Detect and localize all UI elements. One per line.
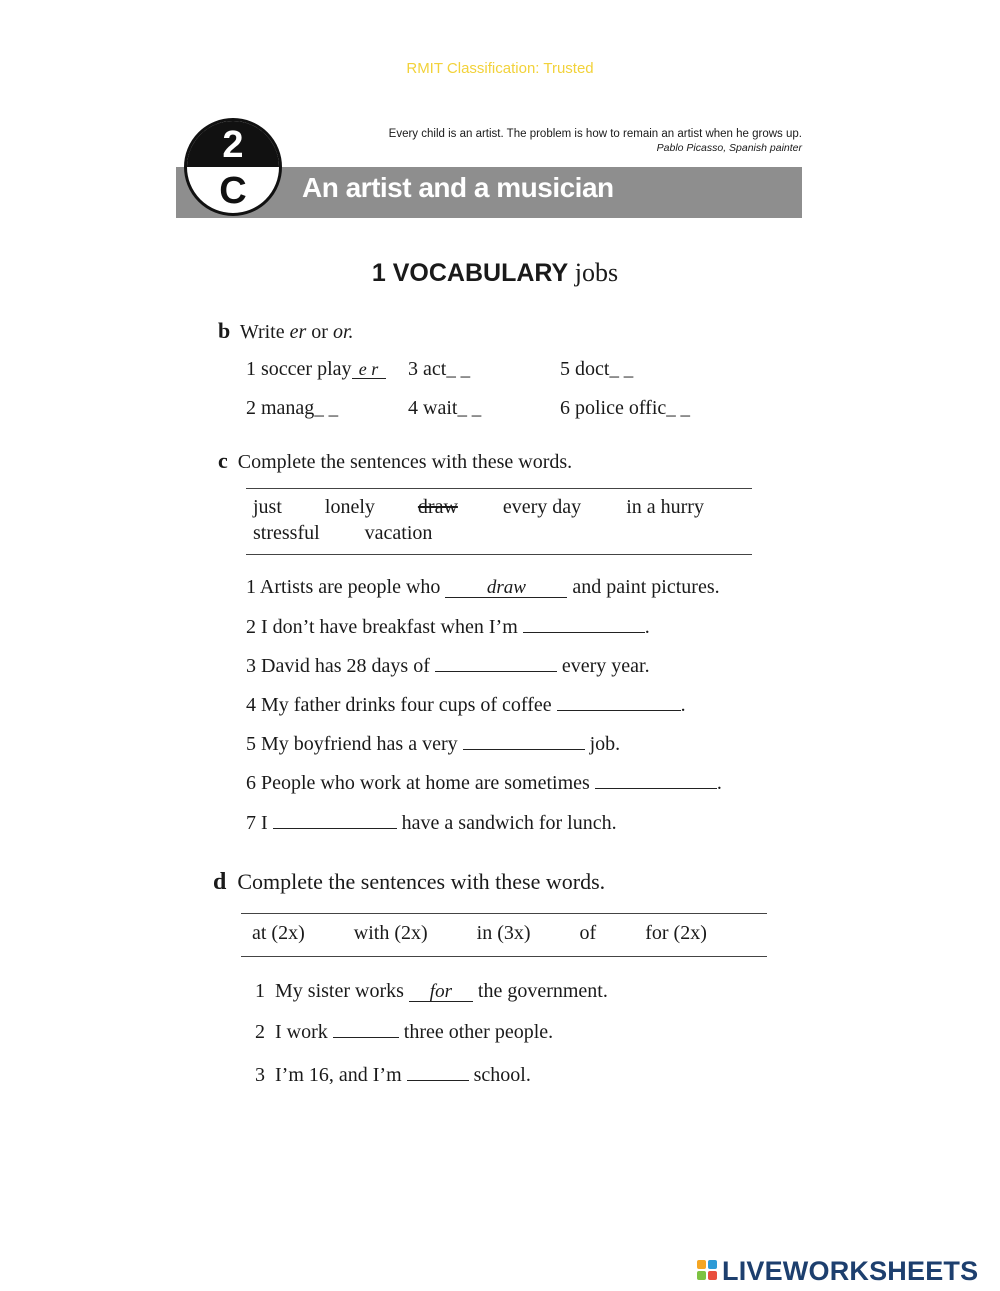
word-bank-item: stressful [253, 522, 320, 544]
part-d-letter: d [213, 869, 227, 895]
item-text: soccer play [261, 358, 352, 380]
quote [389, 128, 802, 154]
word-bank-item: in a hurry [626, 496, 704, 518]
item-number: 1 [246, 576, 256, 598]
item-number: 5 [560, 358, 570, 380]
sentence-text: . [644, 616, 650, 638]
answer-field[interactable]: for [409, 983, 473, 1002]
instruction-text: Complete the sentences with these words. [237, 451, 573, 473]
answer-field[interactable] [435, 655, 557, 672]
word-bank-item: in (3x) [476, 922, 531, 944]
word-bank-item: of [579, 922, 597, 944]
item-text: doct [575, 358, 610, 380]
sentence-text: My father drinks four cups of coffee [261, 694, 552, 716]
logo-text: LIVEWORKSHEETS [722, 1256, 979, 1286]
classification-label: RMIT Classification: Trusted [406, 60, 594, 77]
sentence-text: school. [473, 1064, 531, 1086]
lesson-letter: C [219, 170, 247, 212]
part-c-sentence-7 [246, 812, 617, 835]
sentence-text: . [680, 694, 686, 716]
word-bank-item: for (2x) [645, 922, 707, 944]
answer-field[interactable]: _ _ [609, 359, 634, 380]
lesson-title: An artist and a musician [302, 172, 614, 203]
answer-field[interactable]: _ _ [457, 398, 482, 419]
part-b-item-2 [246, 397, 338, 420]
part-c-sentence-2 [246, 616, 650, 639]
instruction-text: Write [239, 321, 290, 343]
item-number: 1 [255, 980, 265, 1002]
item-number: 6 [560, 397, 570, 419]
instruction-er: er [289, 321, 307, 343]
answer-field[interactable] [595, 772, 717, 789]
item-text: act [423, 358, 447, 380]
item-number: 4 [408, 397, 418, 419]
item-number: 6 [246, 772, 256, 794]
part-d-sentence-1 [255, 980, 608, 1003]
part-b-instruction [218, 318, 354, 344]
part-b-item-1 [246, 358, 386, 381]
sentence-text: My boyfriend has a very [261, 733, 458, 755]
quote-text: Every child is an artist. The problem is how to remain an artist when he grows up. [388, 128, 802, 140]
part-c-sentence-5 [246, 733, 620, 756]
item-number: 3 [246, 655, 256, 677]
lesson-badge [184, 118, 282, 216]
item-number: 2 [246, 616, 256, 638]
sentence-text: job. [589, 733, 621, 755]
word-bank-item-used: draw [417, 496, 458, 518]
part-d-sentence-2 [255, 1021, 553, 1044]
section-title [0, 258, 990, 288]
instruction-text: or [306, 321, 333, 343]
section-title-rest: jobs [574, 258, 619, 287]
answer-field[interactable]: _ _ [666, 398, 691, 419]
part-b-item-4 [408, 397, 481, 420]
answer-field[interactable] [463, 733, 585, 750]
sentence-text: . [716, 772, 722, 794]
lesson-number: 2 [222, 124, 244, 166]
item-number: 4 [246, 694, 256, 716]
item-text: wait [423, 397, 458, 419]
answer-field[interactable] [273, 812, 397, 829]
word-box-top-rule [241, 913, 767, 914]
sentence-text: have a sandwich for lunch. [401, 812, 617, 834]
word-bank-item: at (2x) [252, 922, 305, 944]
word-box-bottom-rule [241, 956, 767, 957]
answer-field[interactable]: e r [352, 360, 386, 379]
answer-field[interactable] [557, 694, 681, 711]
part-c-sentence-3 [246, 655, 650, 678]
part-c-letter: c [218, 448, 228, 473]
item-number: 2 [255, 1021, 265, 1043]
part-b-item-5 [560, 358, 633, 381]
word-box-top-rule [246, 488, 752, 489]
sentence-text: I don’t have breakfast when I’m [261, 616, 518, 638]
answer-field[interactable]: _ _ [446, 359, 471, 380]
word-bank-item: with (2x) [353, 922, 428, 944]
instruction-or: or. [332, 321, 354, 343]
sentence-text: every year. [561, 655, 650, 677]
answer-field[interactable]: draw [445, 579, 567, 598]
item-number: 1 [246, 358, 256, 380]
part-c-sentence-6 [246, 772, 722, 795]
item-number: 2 [246, 397, 256, 419]
sentence-text: Artists are people who [259, 576, 441, 598]
sentence-text: My sister works [275, 980, 404, 1002]
part-b-item-6 [560, 397, 690, 420]
answer-field[interactable] [407, 1064, 469, 1081]
item-text: police offic [575, 397, 667, 419]
sentence-text: I’m 16, and I’m [275, 1064, 402, 1086]
sentence-text: David has 28 days of [261, 655, 430, 677]
logo-icon [697, 1260, 719, 1282]
sentence-text: and paint pictures. [572, 576, 720, 598]
item-number: 3 [408, 358, 418, 380]
sentence-text: People who work at home are sometimes [261, 772, 590, 794]
answer-field[interactable] [523, 616, 645, 633]
part-c-instruction [218, 448, 572, 474]
answer-field[interactable]: _ _ [314, 398, 339, 419]
item-text: manag [261, 397, 315, 419]
word-bank-c-row2 [253, 522, 432, 545]
sentence-text: I work [275, 1021, 328, 1043]
item-number: 5 [246, 733, 256, 755]
liveworksheets-logo[interactable] [697, 1256, 978, 1287]
word-bank-item: vacation [364, 522, 433, 544]
word-bank-d [252, 922, 707, 945]
word-bank-item: just [253, 496, 282, 518]
quote-source: Pablo Picasso, Spanish painter [656, 142, 802, 154]
instruction-text: Complete the sentences with these words. [237, 869, 606, 894]
item-number: 3 [255, 1064, 265, 1086]
part-d-instruction [213, 869, 605, 896]
part-c-sentence-4 [246, 694, 686, 717]
word-bank-c [253, 496, 704, 519]
sentence-text: the government. [477, 980, 608, 1002]
word-bank-item: every day [502, 496, 582, 518]
word-bank-item: lonely [324, 496, 375, 518]
sentence-text: three other people. [403, 1021, 554, 1043]
word-box-bottom-rule [246, 554, 752, 555]
sentence-text: I [261, 812, 268, 834]
part-c-sentence-1 [246, 576, 720, 599]
answer-field[interactable] [333, 1021, 399, 1038]
part-b-item-3 [408, 358, 470, 381]
part-b-letter: b [218, 318, 231, 343]
part-d-sentence-3 [255, 1064, 531, 1087]
item-number: 7 [246, 812, 256, 834]
section-title-bold: 1 VOCABULARY [371, 259, 569, 287]
